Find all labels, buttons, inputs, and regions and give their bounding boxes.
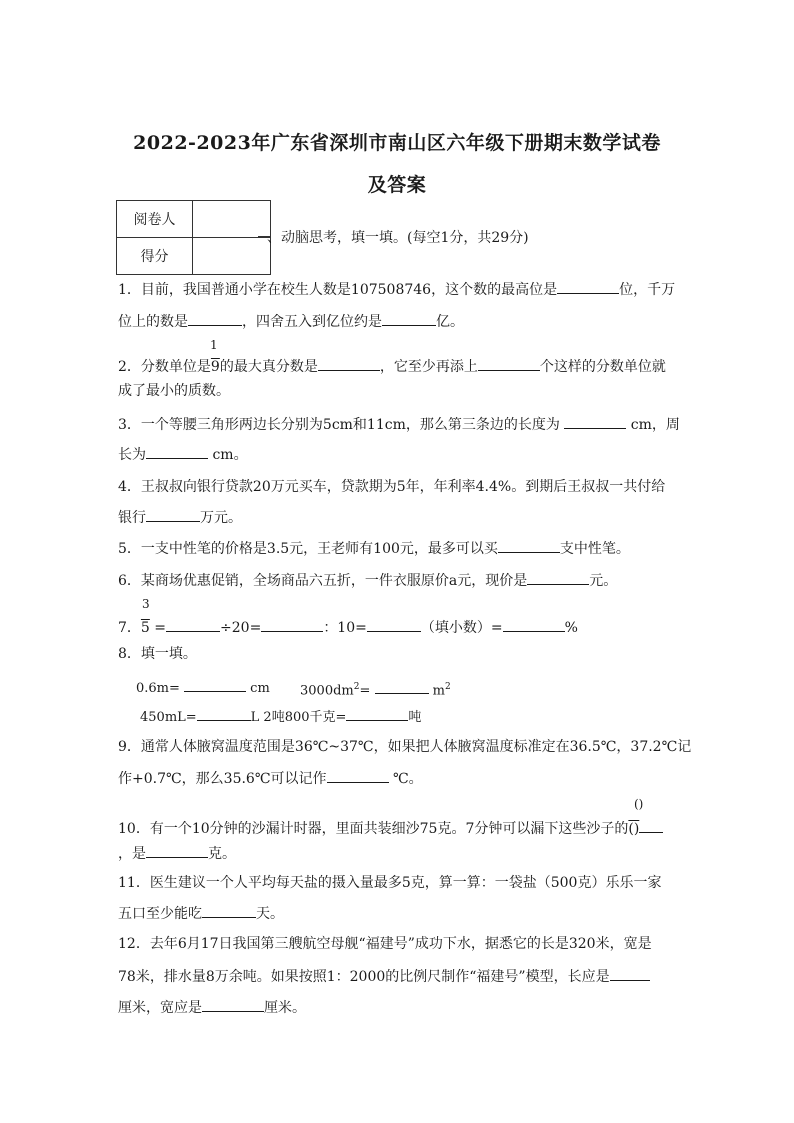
- question-9-line-2: 作+0.7℃，那么35.6℃可以记作 ℃。: [118, 768, 423, 789]
- question-10-line-2: ，是 克。: [118, 843, 236, 864]
- score-label: 得分: [117, 238, 193, 275]
- question-11-line-1: 11．医生建议一个人平均每天盐的摄入量最多5克，算一算：一袋盐（500克）乐乐一家: [118, 875, 662, 891]
- answer-blank[interactable]: [557, 279, 619, 294]
- question-10-frac-numerator: (): [634, 797, 644, 811]
- grader-table: [116, 200, 271, 275]
- question-9-line-1: 9．通常人体腋窝温度范围是36℃~37℃，如果把人体腋窝温度标准定在36.5℃，37.2℃记: [118, 739, 692, 755]
- answer-blank[interactable]: [498, 538, 560, 553]
- answer-blank[interactable]: [346, 706, 408, 721]
- question-7-frac-numerator: 3: [142, 597, 150, 611]
- answer-blank[interactable]: [375, 679, 429, 694]
- question-2-frac-numerator: 1: [210, 338, 218, 352]
- reviewer-label: 阅卷人: [117, 201, 193, 238]
- question-7: 7．5 = ÷20= ：10= （填小数）= %: [118, 617, 578, 638]
- page-title: 2022-2023年广东省深圳市南山区六年级下册期末数学试卷: [133, 132, 661, 154]
- answer-blank[interactable]: [610, 966, 650, 981]
- reviewer-cell[interactable]: [193, 201, 271, 238]
- question-4-line-1: 4．王叔叔向银行贷款20万元买车，贷款期为5年，年利率4.4%。到期后王叔叔一共付给: [118, 479, 666, 495]
- answer-blank[interactable]: [146, 444, 208, 459]
- question-5: 5．一支中性笔的价格是3.5元，王老师有100元，最多可以买 支中性笔。: [118, 538, 630, 559]
- answer-blank[interactable]: [184, 677, 246, 692]
- answer-blank[interactable]: [166, 617, 220, 632]
- question-3-line-2: 长为 cm。: [118, 444, 248, 465]
- answer-blank[interactable]: [197, 706, 251, 721]
- answer-blank[interactable]: [564, 414, 626, 429]
- answer-blank[interactable]: [188, 311, 242, 326]
- answer-blank[interactable]: [639, 818, 663, 833]
- fraction-denominator: 9: [210, 359, 220, 375]
- page-title-line2: 及答案: [367, 174, 427, 196]
- answer-blank[interactable]: [367, 617, 421, 632]
- section-heading: 、动脑思考，填一填。(每空1分，共29分): [267, 230, 529, 246]
- answer-blank[interactable]: [327, 768, 389, 783]
- question-1-line-1: 1．目前，我国普通小学在校生人数是107508746，这个数的最高位是 位，千万: [118, 279, 675, 300]
- question-8-line-2: 450mL= L 2吨800千克= 吨: [140, 706, 421, 728]
- answer-blank[interactable]: [527, 570, 589, 585]
- answer-blank[interactable]: [318, 356, 380, 371]
- question-12-line-2: 78米，排水量8万余吨。如果按照1：2000的比例尺制作“福建号”模型，长应是: [118, 966, 650, 987]
- question-2-line-1: 2．分数单位是9的最大真分数是 ，它至少再添上 个这样的分数单位就: [118, 356, 666, 377]
- question-8-line-1b: $3000dm^2= m^2$: [300, 677, 451, 701]
- answer-blank[interactable]: [382, 311, 436, 326]
- fraction-denominator: 5: [140, 620, 150, 636]
- score-cell[interactable]: [193, 238, 271, 275]
- question-8-line-1: 0.6m= cm: [136, 677, 270, 699]
- question-2-line-2: 成了最小的质数。: [118, 383, 230, 399]
- question-4-line-2: 银行 万元。: [118, 507, 242, 528]
- question-1-line-2: 位上的数是 ，四舍五入到亿位约是 亿。: [118, 311, 464, 332]
- question-11-line-2: 五口至少能吃 天。: [118, 903, 284, 924]
- question-6: 6．某商场优惠促销，全场商品六五折，一件衣服原价a元，现价是 元。: [118, 570, 617, 591]
- answer-blank[interactable]: [478, 356, 540, 371]
- answer-blank[interactable]: [202, 903, 256, 918]
- question-8-heading: 8．填一填。: [118, 646, 197, 662]
- question-3-line-1: 3．一个等腰三角形两边长分别为5cm和11cm，那么第三条边的长度为 cm，周: [118, 414, 680, 435]
- answer-blank[interactable]: [261, 617, 323, 632]
- question-12-line-3: 厘米，宽应是 厘米。: [118, 997, 306, 1018]
- question-10-line-1: 10．有一个10分钟的沙漏计时器，里面共装细沙75克。7分钟可以漏下这些沙子的(): [118, 818, 663, 839]
- answer-blank[interactable]: [202, 997, 264, 1012]
- fraction-denominator: (): [628, 821, 640, 837]
- question-12-line-1: 12．去年6月17日我国第三艘航空母舰“福建号”成功下水，据悉它的长是320米，宽是: [118, 936, 652, 952]
- answer-blank[interactable]: [503, 617, 565, 632]
- answer-blank[interactable]: [146, 843, 208, 858]
- answer-blank[interactable]: [146, 507, 200, 522]
